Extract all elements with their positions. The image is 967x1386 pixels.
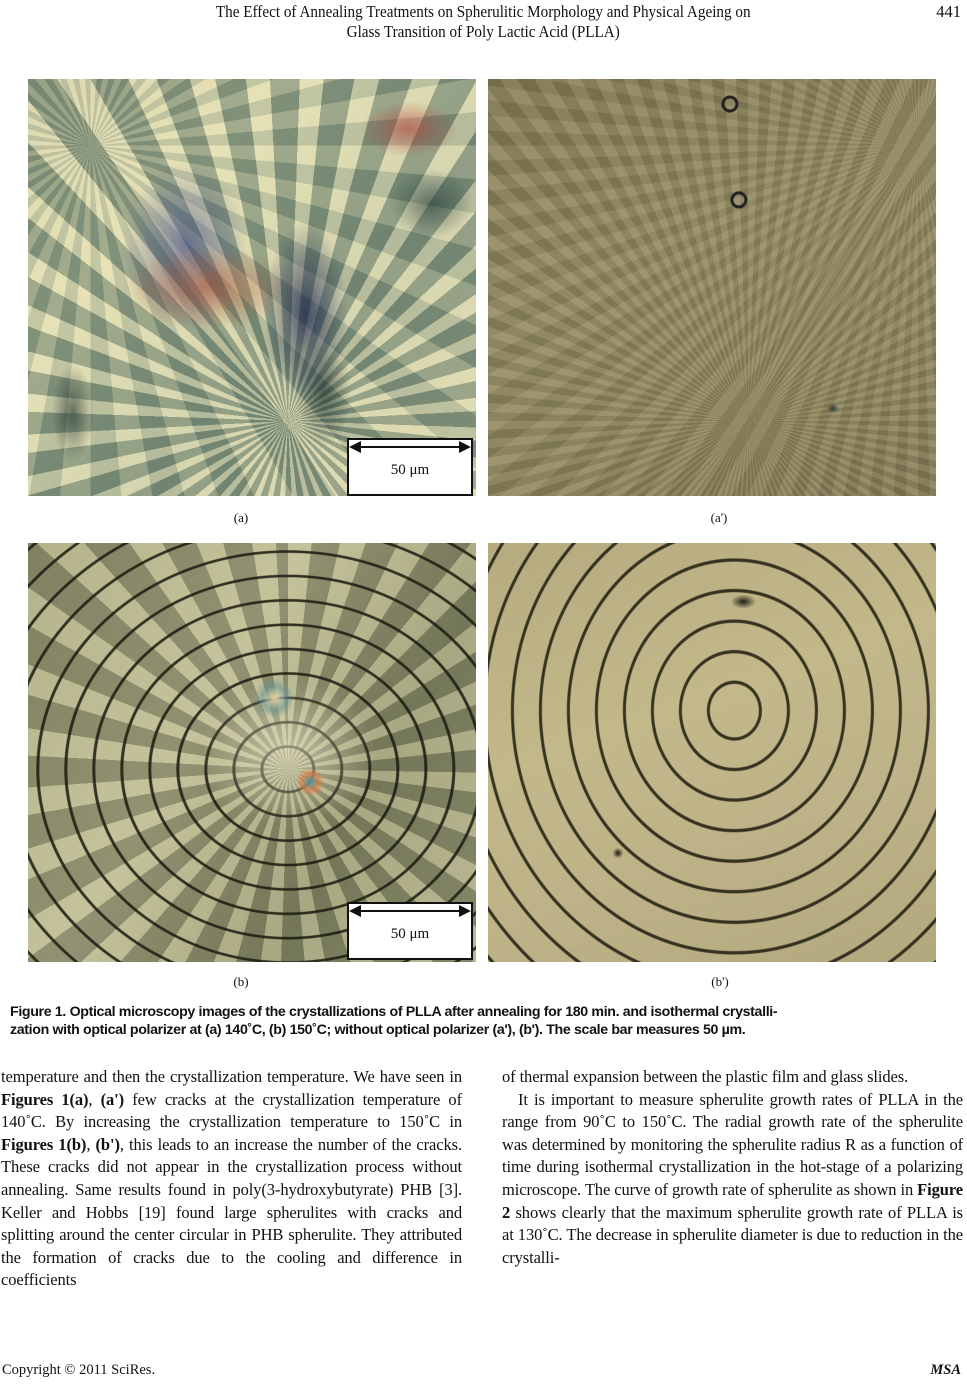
text-run: , [88, 1089, 101, 1109]
footer-journal-name: MSA [930, 1362, 961, 1378]
figure-reference: Figures 1(a) [1, 1089, 89, 1109]
subfigure-label-a: (a) [233, 510, 249, 525]
subfigure-label-a-prime: (a') [710, 510, 728, 525]
scale-bar-label: 50 μm [390, 926, 430, 942]
subfigure-label-b: (b) [233, 974, 249, 989]
arrow-right-icon [459, 905, 471, 917]
paragraph: of thermal expansion between the plastic film and glass slides. [502, 1067, 909, 1086]
figure-caption-line-2: zation with optical polarizer at (a) 140˚C, (b) 150˚C; without optical polarizer (a'), (b'). The scale bar measures 50 µm. [10, 1022, 746, 1038]
scale-bar-line [355, 446, 465, 448]
text-run: temperature and then the crystallization temperature. We have seen in [1, 1067, 462, 1086]
scale-bar [347, 902, 473, 960]
figure-panel-a-image [28, 79, 476, 496]
figure-caption [10, 1003, 960, 1039]
scale-bar-line [355, 910, 465, 912]
figure-panel-b-image [28, 543, 476, 962]
text-run: It is important to measure spherulite growth rates of PLLA in the range from 90˚C to 150˚C. The radial growth rate of the spherulite was determined by monitoring the spherulite radius R as a function of time during isothermal crystallization in the hot-stage of a polarizing microscope. The curve of growth rate of spherulite as shown in [502, 1089, 963, 1199]
text-run: , this leads to an increase the number of the cracks. These cracks did not appear in the crystallization process without annealing. Same results found in poly(3-hydroxybutyrate) PHB [3]. Keller and Hobbs [19] found large spherulites with cracks and splitting around the center circular in PHB spherulite. They attributed the formation of cracks due to the cooling and difference in coefficients [1, 1134, 462, 1290]
text-run: shows clearly that the maximum spherulite growth rate of PLLA is at 130˚C. The decrease in spherulite diameter is due to reduction in the crystalli- [502, 1202, 963, 1267]
figure-panel-b-prime-image [488, 543, 936, 962]
running-head-line-1: The Effect of Annealing Treatments on Spherulitic Morphology and Physical Ageing on [215, 2, 751, 21]
running-head-line-2: Glass Transition of Poly Lactic Acid (PLLA) [346, 22, 620, 41]
figure-panel-a-prime-image [488, 79, 936, 496]
scale-bar-label: 50 μm [390, 462, 430, 478]
figure-reference: Figure 2 [502, 1179, 963, 1222]
figure-reference: Figures 1(b) [1, 1134, 87, 1154]
paragraph [502, 1089, 963, 1270]
arrow-left-icon [349, 441, 361, 453]
scale-bar [347, 438, 473, 496]
paragraph [1, 1066, 462, 1292]
text-run: , [86, 1134, 96, 1154]
arrow-right-icon [459, 441, 471, 453]
body-column-right [502, 1066, 963, 1269]
page-number: 441 [936, 2, 961, 21]
text-run: few cracks at the crystallization temperature of 140˚C. By increasing the crystallization temperature to 150˚C in [1, 1089, 462, 1132]
subfigure-label-b-prime: (b') [711, 974, 729, 989]
running-head [38, 2, 928, 42]
arrow-left-icon [349, 905, 361, 917]
footer-copyright: Copyright © 2011 SciRes. [2, 1362, 156, 1378]
figure-caption-line-1: Figure 1. Optical microscopy images of the crystallizations of PLLA after annealing for 180 min. and isothermal crystalli- [10, 1004, 778, 1020]
body-column-left [1, 1066, 462, 1292]
figure-reference: (a') [100, 1089, 125, 1109]
figure-reference: (b') [95, 1134, 120, 1154]
